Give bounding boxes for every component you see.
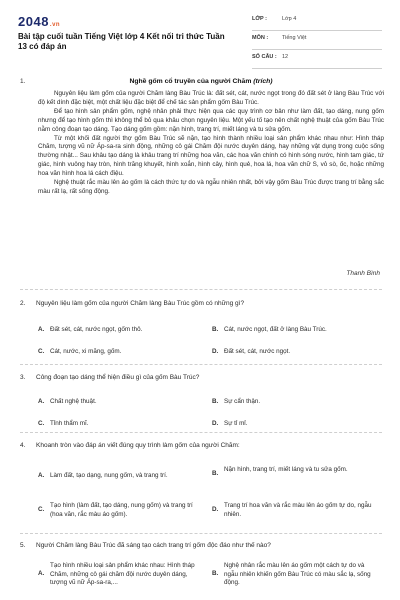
passage-title-suffix: (trích) (253, 78, 273, 85)
option-text: Tạo hình nhiều loại sản phẩm khác nhau: Hình tháp Chăm, những cô gái chăm đội nước duyên dáng, tượng vũ nữ Áp-sa-ra,... (50, 562, 195, 586)
reading-passage (38, 90, 384, 197)
question-prompt: Nguyên liệu làm gốm của người Chăm làng Bàu Trúc gồm có những gì? (36, 300, 245, 307)
question-prompt: Khoanh tròn vào đáp án viết đúng quy trình làm gốm của người Chăm: (36, 442, 240, 449)
option-text: Đất sét, cát, nước ngọt, gốm thô. (50, 326, 143, 333)
option-text: Chất nghệ thuật. (50, 398, 97, 405)
option-letter: B. (212, 398, 219, 405)
question-prompt: Người Chăm làng Bàu Trúc đã sáng tạo cách trang trí gốm độc đáo như thế nào? (36, 542, 271, 549)
question-divider (20, 432, 382, 433)
option-text: Tỉnh thẩm mĩ. (50, 420, 89, 427)
site-logo[interactable] (18, 14, 60, 29)
meta-row-grade (252, 12, 382, 31)
logo-tld: .vn (49, 22, 61, 28)
option-letter: A. (38, 570, 45, 577)
passage-title (20, 78, 382, 85)
question-divider (20, 289, 382, 290)
question-number: 1. (20, 78, 26, 85)
option-letter: B. (212, 470, 219, 477)
option-letter: A. (38, 326, 45, 333)
passage-author: Thanh Bình (346, 270, 380, 277)
option-letter: A. (38, 398, 45, 405)
option-text: Đất sét, cát, nước ngọt. (224, 348, 291, 355)
meta-key: SỐ CÂU : (252, 54, 277, 60)
worksheet-header (0, 0, 400, 66)
question-number: 4. (20, 442, 26, 449)
option-text: Làm đất, tạo dạng, nung gốm, và trang trí. (50, 472, 168, 479)
option-letter: D. (212, 348, 219, 355)
option-text: Tạo hình (làm đất, tạo dáng, nung gốm) và trang trí (hoa văn, rắc màu áo gốm). (50, 502, 193, 518)
meta-row-subject (252, 31, 382, 50)
meta-value: Lớp 4 (282, 16, 297, 22)
question-divider (20, 364, 382, 365)
question-2 (20, 300, 382, 355)
option-letter: D. (212, 506, 219, 513)
meta-table (252, 12, 382, 69)
passage-paragraph: Từ một khối đất người thợ gốm Bàu Trúc sẽ nặn, tạo hình thành nhiều loại sản phẩm khác nhau như: Hình tháp Chăm, tượng vũ nữ Áp-sa-ra sinh động, những cô gái Chăm đội nước duyên dáng, hay những vật dụng trong cuộc sống thường nhật... Sau khâu tạo dáng là khâu trang trí những hoa văn, các hoa văn chính có hình sóng nước, hình tam giác, tứ giác, hình vuông hay tròn, hình trăng khuyết, hình xoắn, hình cây, hình quẻ, hoa lá, hoa văn chữ S, vỏ sò, ốc, hoặc những hoa văn hình hoa lá cách điệu. (38, 134, 384, 178)
question-text (20, 374, 382, 381)
question-number: 2. (20, 300, 26, 307)
question-text (20, 542, 382, 549)
option-letter: C. (38, 506, 45, 513)
passage-paragraph: Để tạo hình sản phẩm gốm, nghệ nhân phải thực hiện qua các quy trình cơ bản như làm đất, tạo dáng, nung gốm nhưng để tạo hình gốm thì không thể bỏ qua khâu chọn nguyên liệu. Một yếu tố tạo nên chất nghệ thuật của gốm Bàu Trúc nằm công đoạn tạo dáng. Tạo dáng gốm gồm: nặn hình, trang trí, miết láng và tu sửa gốm. (38, 107, 384, 133)
passage-paragraph: Nghệ thuật rắc màu lên áo gốm là cách thức tự do và ngẫu nhiên nhất, bởi vậy gốm Bàu Trúc được trang trí bằng sắc màu rất lạ, rất sống động. (38, 179, 384, 195)
question-divider (20, 533, 382, 534)
option-text: Nghệ nhân rắc màu lên áo gốm một cách tự do và ngẫu nhiên khiến gốm Bàu Trúc có màu sắc lạ, sống động. (224, 562, 371, 586)
meta-row-count (252, 50, 382, 69)
option-text: Sự cẩn thận. (224, 398, 261, 405)
option-letter: B. (212, 570, 219, 577)
meta-key: MÔN : (252, 35, 269, 41)
option-text: Nặn hình, trang trí, miết láng và tu sửa gốm. (224, 466, 348, 473)
option-letter: C. (38, 420, 45, 427)
option-text: Cát, nước ngọt, đất ở làng Bàu Trúc. (224, 326, 327, 333)
meta-value: Tiếng Việt (282, 35, 307, 41)
question-number: 3. (20, 374, 26, 381)
option-letter: C. (38, 348, 45, 355)
passage-paragraph: Nguyên liệu làm gốm của người Chăm làng Bàu Trúc là: đất sét, cát, nước ngọt trong đó đất sét ở làng Bàu Trúc với độ kết dính đặc biệt, một chất liệu đặc biệt để chế tác sản phẩm gốm Bàu Trúc. (38, 90, 384, 106)
option-letter: A. (38, 472, 45, 479)
option-text: Cát, nước, xi măng, gốm. (50, 348, 122, 355)
option-text: Trang trí hoa văn và rắc màu lên áo gốm tự do, ngẫu nhiên. (224, 502, 372, 518)
question-number: 5. (20, 542, 26, 549)
worksheet-title: Bài tập cuối tuần Tiếng Việt lớp 4 Kết nối tri thức Tuần 13 có đáp án (18, 32, 225, 51)
meta-key: LỚP : (252, 16, 267, 22)
question-text (20, 442, 382, 449)
passage-title-main: Nghề gốm cổ truyền của người Chăm (129, 78, 254, 85)
option-text: Sự tỉ mỉ. (224, 420, 248, 427)
option-letter: D. (212, 420, 219, 427)
question-prompt: Công đoạn tạo dáng thể hiện điều gì của gốm Bàu Trúc? (36, 374, 200, 381)
meta-value: 12 (282, 54, 289, 60)
option-letter: B. (212, 326, 219, 333)
logo-text: 2048 (18, 14, 49, 29)
question-text (20, 300, 382, 307)
